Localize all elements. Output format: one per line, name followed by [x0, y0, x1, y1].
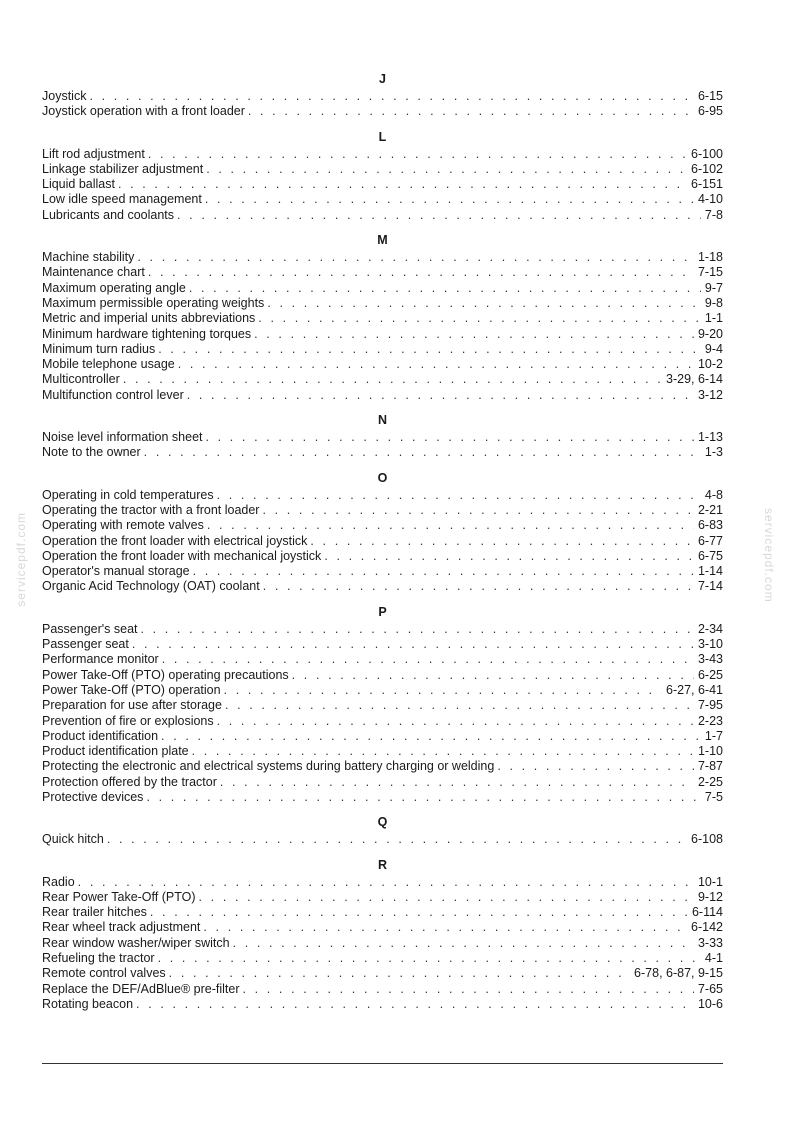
entry-label: Power Take-Off (PTO) operation: [42, 682, 221, 697]
entry-page-ref: 6-114: [691, 905, 723, 920]
entry-label: Multifunction control lever: [42, 387, 184, 402]
index-entry: [42, 905, 723, 920]
index-entry: [42, 579, 723, 594]
index-entry: [42, 564, 723, 579]
dot-leader: [217, 714, 694, 729]
index-entry: [42, 832, 723, 847]
entry-label: Prevention of fire or explosions: [42, 713, 214, 728]
index-entry: [42, 281, 723, 296]
section-letter: J: [379, 72, 386, 86]
dot-leader: [169, 966, 630, 981]
index-entry: [42, 327, 723, 342]
entry-page-ref: 3-10: [697, 637, 723, 652]
index-entry: [42, 104, 723, 119]
entry-label: Liquid ballast: [42, 177, 115, 192]
entry-page-ref: 3-43: [697, 652, 723, 667]
entry-label: Maximum operating angle: [42, 280, 186, 295]
dot-leader: [205, 192, 694, 207]
entry-label: Organic Acid Technology (OAT) coolant: [42, 579, 260, 594]
entry-page-ref: 7-95: [697, 698, 723, 713]
index-entry: [42, 775, 723, 790]
dot-leader: [206, 430, 694, 445]
index-section: [42, 413, 723, 461]
entry-label: Mobile telephone usage: [42, 357, 175, 372]
entry-page-ref: 1-14: [697, 564, 723, 579]
entry-page-ref: 2-34: [697, 621, 723, 636]
entry-label: Operating in cold temperatures: [42, 487, 214, 502]
entry-page-ref: 7-65: [697, 981, 723, 996]
entry-label: Note to the owner: [42, 445, 141, 460]
dot-leader: [497, 759, 694, 774]
entry-page-ref: 4-1: [704, 951, 723, 966]
dot-leader: [292, 668, 694, 683]
dot-leader: [258, 311, 701, 326]
entry-label: Lubricants and coolants: [42, 207, 175, 222]
entry-label: Operation the front loader with mechanical joystick: [42, 548, 322, 563]
index-entry: [42, 652, 723, 667]
index-entry: [42, 488, 723, 503]
index-section: [42, 72, 723, 120]
dot-leader: [78, 875, 694, 890]
entry-page-ref: 6-151: [691, 177, 723, 192]
entry-label: Refueling the tractor: [42, 951, 155, 966]
index-entry: [42, 683, 723, 698]
watermark-left: servicepdf.com: [14, 512, 28, 607]
entry-label: Rear trailer hitches: [42, 905, 147, 920]
entry-label: Product identification plate: [42, 744, 189, 759]
entry-label: Operating the tractor with a front loader: [42, 502, 260, 517]
entry-label: Replace the DEF/AdBlue® pre-filter: [42, 981, 240, 996]
entry-label: Operator's manual storage: [42, 564, 190, 579]
entry-label: Machine stability: [42, 250, 135, 265]
index-entry: [42, 518, 723, 533]
entry-page-ref: 7-87: [697, 759, 723, 774]
entry-page-ref: 1-10: [697, 744, 723, 759]
entry-label: Quick hitch: [42, 832, 104, 847]
index-entry: [42, 89, 723, 104]
dot-leader: [220, 775, 694, 790]
dot-leader: [310, 534, 694, 549]
index-entry: [42, 177, 723, 192]
index-section: [42, 471, 723, 595]
index-entry: [42, 208, 723, 223]
dot-leader: [89, 89, 694, 104]
footer-rule: [42, 1063, 723, 1064]
dot-leader: [162, 652, 694, 667]
entry-label: Operating with remote valves: [42, 518, 204, 533]
dot-leader: [324, 549, 694, 564]
index-entry: [42, 668, 723, 683]
dot-leader: [263, 579, 694, 594]
entry-label: Metric and imperial units abbreviations: [42, 311, 256, 326]
index-entry: [42, 875, 723, 890]
entry-label: Maximum permissible operating weights: [42, 295, 265, 310]
entry-label: Minimum turn radius: [42, 341, 156, 356]
entry-page-ref: 6-15: [697, 89, 723, 103]
entry-label: Joystick operation with a front loader: [42, 104, 245, 119]
dot-leader: [118, 177, 687, 192]
dot-leader: [262, 503, 693, 518]
index-entry: [42, 549, 723, 564]
index-entry: [42, 790, 723, 805]
dot-leader: [254, 327, 694, 342]
dot-leader: [107, 832, 687, 847]
section-letter: P: [378, 604, 387, 619]
dot-leader: [136, 997, 694, 1012]
index-entry: [42, 296, 723, 311]
index-section: [42, 815, 723, 847]
index-entry: [42, 503, 723, 518]
index-entry: [42, 357, 723, 372]
entry-page-ref: 9-4: [704, 341, 723, 356]
entry-page-ref: 7-14: [697, 579, 723, 594]
entry-label: Joystick: [42, 89, 87, 103]
index-section: [42, 233, 723, 403]
entry-label: Passenger seat: [42, 637, 129, 652]
entry-label: Rotating beacon: [42, 996, 134, 1011]
entry-label: Low idle speed management: [42, 192, 202, 207]
index-entry: [42, 744, 723, 759]
entry-label: Linkage stabilizer adjustment: [42, 161, 204, 176]
entry-label: Rear window washer/wiper switch: [42, 935, 230, 950]
index-entry: [42, 714, 723, 729]
entry-page-ref: 4-8: [704, 487, 723, 502]
index-entry: [42, 936, 723, 951]
entry-label: Product identification: [42, 728, 159, 743]
section-letter: M: [377, 233, 388, 248]
index-entry: [42, 147, 723, 162]
dot-leader: [243, 982, 694, 997]
entry-label: Multicontroller: [42, 372, 120, 387]
index-entry: [42, 372, 723, 387]
entry-page-ref: 1-7: [704, 728, 723, 743]
entry-page-ref: 2-23: [697, 713, 723, 728]
entry-page-ref: 6-100: [691, 146, 723, 161]
entry-label: Protecting the electronic and electrical systems during battery charging or welding: [42, 759, 495, 774]
entry-page-ref: 6-83: [697, 518, 723, 533]
entry-label: Passenger's seat: [42, 621, 138, 636]
dot-leader: [148, 147, 687, 162]
dot-leader: [137, 250, 694, 265]
entry-page-ref: 6-77: [697, 533, 723, 548]
dot-leader: [177, 208, 701, 223]
index-entry: [42, 388, 723, 403]
section-letter: N: [377, 413, 388, 428]
entry-page-ref: 2-21: [697, 502, 723, 517]
entry-label: Maintenance chart: [42, 265, 145, 280]
entry-label: Preparation for use after storage: [42, 698, 222, 713]
entry-page-ref: 4-10: [697, 192, 723, 207]
index-entry: [42, 698, 723, 713]
index-entry: [42, 311, 723, 326]
entry-page-ref: 1-1: [704, 311, 723, 326]
entry-page-ref: 6-108: [691, 832, 723, 847]
entry-page-ref: 9-20: [697, 326, 723, 341]
entry-page-ref: 6-25: [697, 667, 723, 682]
index-section: [42, 858, 723, 1013]
entry-label: Radio: [42, 874, 75, 889]
entry-page-ref: 7-8: [704, 207, 723, 222]
dot-leader: [178, 357, 694, 372]
index-entry: [42, 192, 723, 207]
entry-page-ref: 9-8: [704, 295, 723, 310]
index-entry: [42, 534, 723, 549]
index-entry: [42, 966, 723, 981]
dot-leader: [123, 372, 662, 387]
entry-label: Performance monitor: [42, 652, 159, 667]
dot-leader: [267, 296, 701, 311]
dot-leader: [233, 936, 694, 951]
entry-page-ref: 7-5: [704, 789, 723, 804]
entry-label: Noise level information sheet: [42, 430, 203, 445]
entry-page-ref: 6-78, 6-87, 9-15: [634, 966, 723, 981]
entry-label: Rear Power Take-Off (PTO): [42, 889, 196, 904]
index-entry: [42, 162, 723, 177]
index-page: [42, 72, 723, 1022]
entry-page-ref: 1-3: [704, 445, 723, 460]
index-entry: [42, 637, 723, 652]
entry-page-ref: 1-13: [697, 430, 723, 445]
dot-leader: [158, 951, 701, 966]
index-entry: [42, 265, 723, 280]
dot-leader: [224, 683, 662, 698]
dot-leader: [141, 622, 694, 637]
section-letter: Q: [377, 815, 388, 830]
index-entry: [42, 890, 723, 905]
dot-leader: [193, 564, 694, 579]
watermark-right: servicepdf.com: [762, 508, 776, 603]
section-letter: O: [377, 470, 388, 485]
entry-page-ref: 6-95: [697, 104, 723, 119]
index-section: [42, 605, 723, 806]
dot-leader: [132, 637, 694, 652]
entry-page-ref: 10-1: [697, 874, 723, 889]
index-entry: [42, 982, 723, 997]
index-entry: [42, 342, 723, 357]
index-entry: [42, 430, 723, 445]
index-entry: [42, 622, 723, 637]
entry-page-ref: 3-29, 6-14: [666, 372, 723, 387]
dot-leader: [192, 744, 694, 759]
dot-leader: [206, 162, 687, 177]
entry-page-ref: 6-27, 6-41: [666, 682, 723, 697]
entry-label: Protection offered by the tractor: [42, 774, 217, 789]
dot-leader: [187, 388, 694, 403]
entry-page-ref: 9-7: [704, 280, 723, 295]
dot-leader: [199, 890, 694, 905]
entry-label: Operation the front loader with electrical joystick: [42, 533, 308, 548]
index-entry: [42, 445, 723, 460]
dot-leader: [203, 920, 687, 935]
entry-page-ref: 6-142: [691, 920, 723, 935]
dot-leader: [248, 104, 694, 119]
dot-leader: [189, 281, 701, 296]
dot-leader: [146, 790, 700, 805]
dot-leader: [161, 729, 701, 744]
entry-page-ref: 3-12: [697, 387, 723, 402]
dot-leader: [144, 445, 701, 460]
entry-page-ref: 9-12: [697, 889, 723, 904]
entry-label: Lift rod adjustment: [42, 146, 145, 161]
dot-leader: [158, 342, 701, 357]
entry-label: Minimum hardware tightening torques: [42, 326, 252, 341]
index-entry: [42, 729, 723, 744]
index-entry: [42, 759, 723, 774]
index-section: [42, 130, 723, 223]
section-letter: L: [378, 129, 387, 144]
dot-leader: [207, 518, 694, 533]
entry-page-ref: 10-6: [697, 996, 723, 1011]
entry-label: Rear wheel track adjustment: [42, 920, 201, 935]
alphabetical-index: [42, 72, 723, 1012]
dot-leader: [225, 698, 694, 713]
dot-leader: [148, 265, 694, 280]
index-entry: [42, 951, 723, 966]
index-entry: [42, 250, 723, 265]
entry-label: Power Take-Off (PTO) operating precautions: [42, 667, 289, 682]
entry-page-ref: 2-25: [697, 774, 723, 789]
index-entry: [42, 920, 723, 935]
dot-leader: [217, 488, 701, 503]
entry-label: Protective devices: [42, 789, 144, 804]
dot-leader: [150, 905, 688, 920]
entry-page-ref: 7-15: [697, 265, 723, 280]
index-entry: [42, 997, 723, 1012]
section-letter: R: [377, 857, 388, 872]
entry-label: Remote control valves: [42, 966, 166, 981]
entry-page-ref: 1-18: [697, 250, 723, 265]
entry-page-ref: 3-33: [697, 935, 723, 950]
entry-page-ref: 6-75: [697, 548, 723, 563]
entry-page-ref: 6-102: [691, 161, 723, 176]
entry-page-ref: 10-2: [697, 357, 723, 372]
